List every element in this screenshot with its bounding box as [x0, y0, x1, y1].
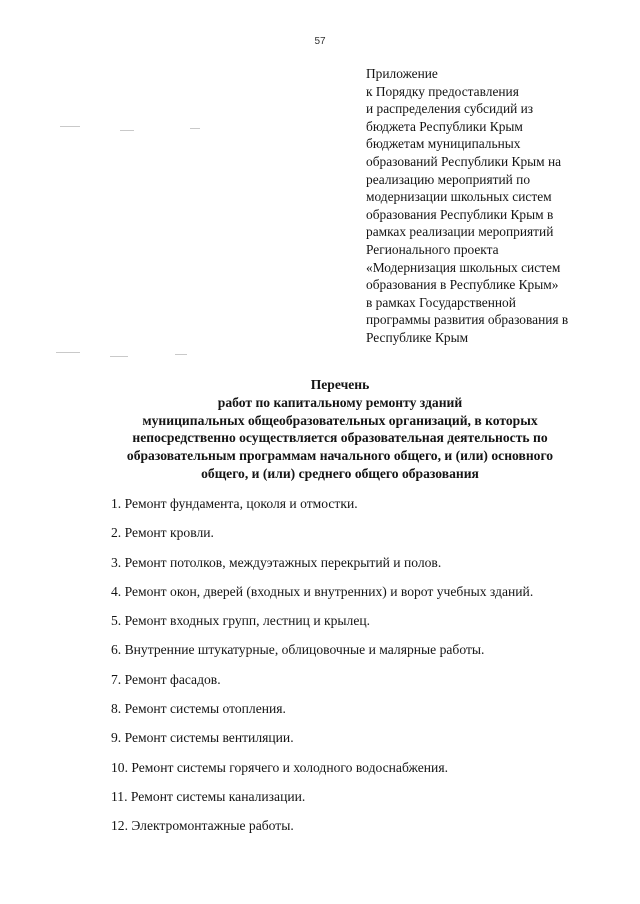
- list-item: 12. Электромонтажные работы.: [111, 818, 294, 834]
- appendix-line: образования Республики Крым в: [366, 206, 554, 222]
- list-item: 9. Ремонт системы вентиляции.: [111, 730, 294, 746]
- list-item: 3. Ремонт потолков, междуэтажных перекрытий и полов.: [111, 554, 442, 570]
- title-line: непосредственно осуществляется образовательная деятельность по: [132, 430, 548, 446]
- appendix-line: к Порядку предоставления: [366, 83, 519, 99]
- appendix-line: Приложение: [366, 66, 438, 81]
- list-item: 4. Ремонт окон, дверей (входных и внутренних) и ворот учебных зданий.: [111, 583, 534, 599]
- appendix-line: модернизации школьных систем: [366, 189, 552, 205]
- title-line: образовательным программам начального общего, и (или) основного: [126, 448, 554, 464]
- page-number: 57: [314, 36, 326, 47]
- scan-speck: [60, 126, 80, 127]
- scan-speck: [110, 356, 128, 357]
- appendix-line: Регионального проекта: [366, 241, 499, 257]
- title-line: Перечень: [310, 377, 370, 392]
- appendix-line: и распределения субсидий из: [366, 101, 534, 117]
- list-item: 5. Ремонт входных групп, лестниц и крылец.: [111, 613, 371, 629]
- scan-speck: [56, 352, 80, 353]
- list-item: 7. Ремонт фасадов.: [111, 671, 221, 687]
- scan-speck: [175, 354, 187, 355]
- list-item: 11. Ремонт системы канализации.: [111, 788, 306, 804]
- appendix-line: образований Республики Крым на: [366, 153, 562, 169]
- appendix-line: бюджетам муниципальных: [366, 136, 521, 152]
- scan-speck: [120, 130, 134, 131]
- scan-speck: [190, 128, 200, 129]
- appendix-header: [366, 65, 616, 347]
- works-list: [111, 494, 533, 846]
- list-item: 10. Ремонт системы горячего и холодного водоснабжения.: [111, 759, 448, 775]
- appendix-line: в рамках Государственной: [366, 294, 516, 310]
- appendix-line: рамках реализации мероприятий: [366, 224, 554, 240]
- title-line: муниципальных общеобразовательных организаций, в которых: [142, 412, 538, 428]
- appendix-line: Республике Крым: [366, 329, 469, 345]
- list-item: 8. Ремонт системы отопления.: [111, 701, 286, 717]
- appendix-line: реализацию мероприятий по: [366, 171, 531, 187]
- title-line: общего, и (или) среднего общего образования: [201, 465, 479, 481]
- list-item: 1. Ремонт фундамента, цоколя и отмостки.: [111, 496, 358, 511]
- appendix-line: образования в Республике Крым»: [366, 277, 559, 293]
- list-item: 2. Ремонт кровли.: [111, 525, 214, 541]
- appendix-line: программы развития образования в: [366, 312, 569, 328]
- appendix-line: бюджета Республики Крым: [366, 118, 523, 134]
- list-item: 6. Внутренние штукатурные, облицовочные и малярные работы.: [111, 642, 485, 658]
- appendix-line: «Модернизация школьных систем: [366, 259, 561, 275]
- title-line: работ по капитальному ремонту зданий: [217, 394, 463, 410]
- document-title: [60, 376, 620, 483]
